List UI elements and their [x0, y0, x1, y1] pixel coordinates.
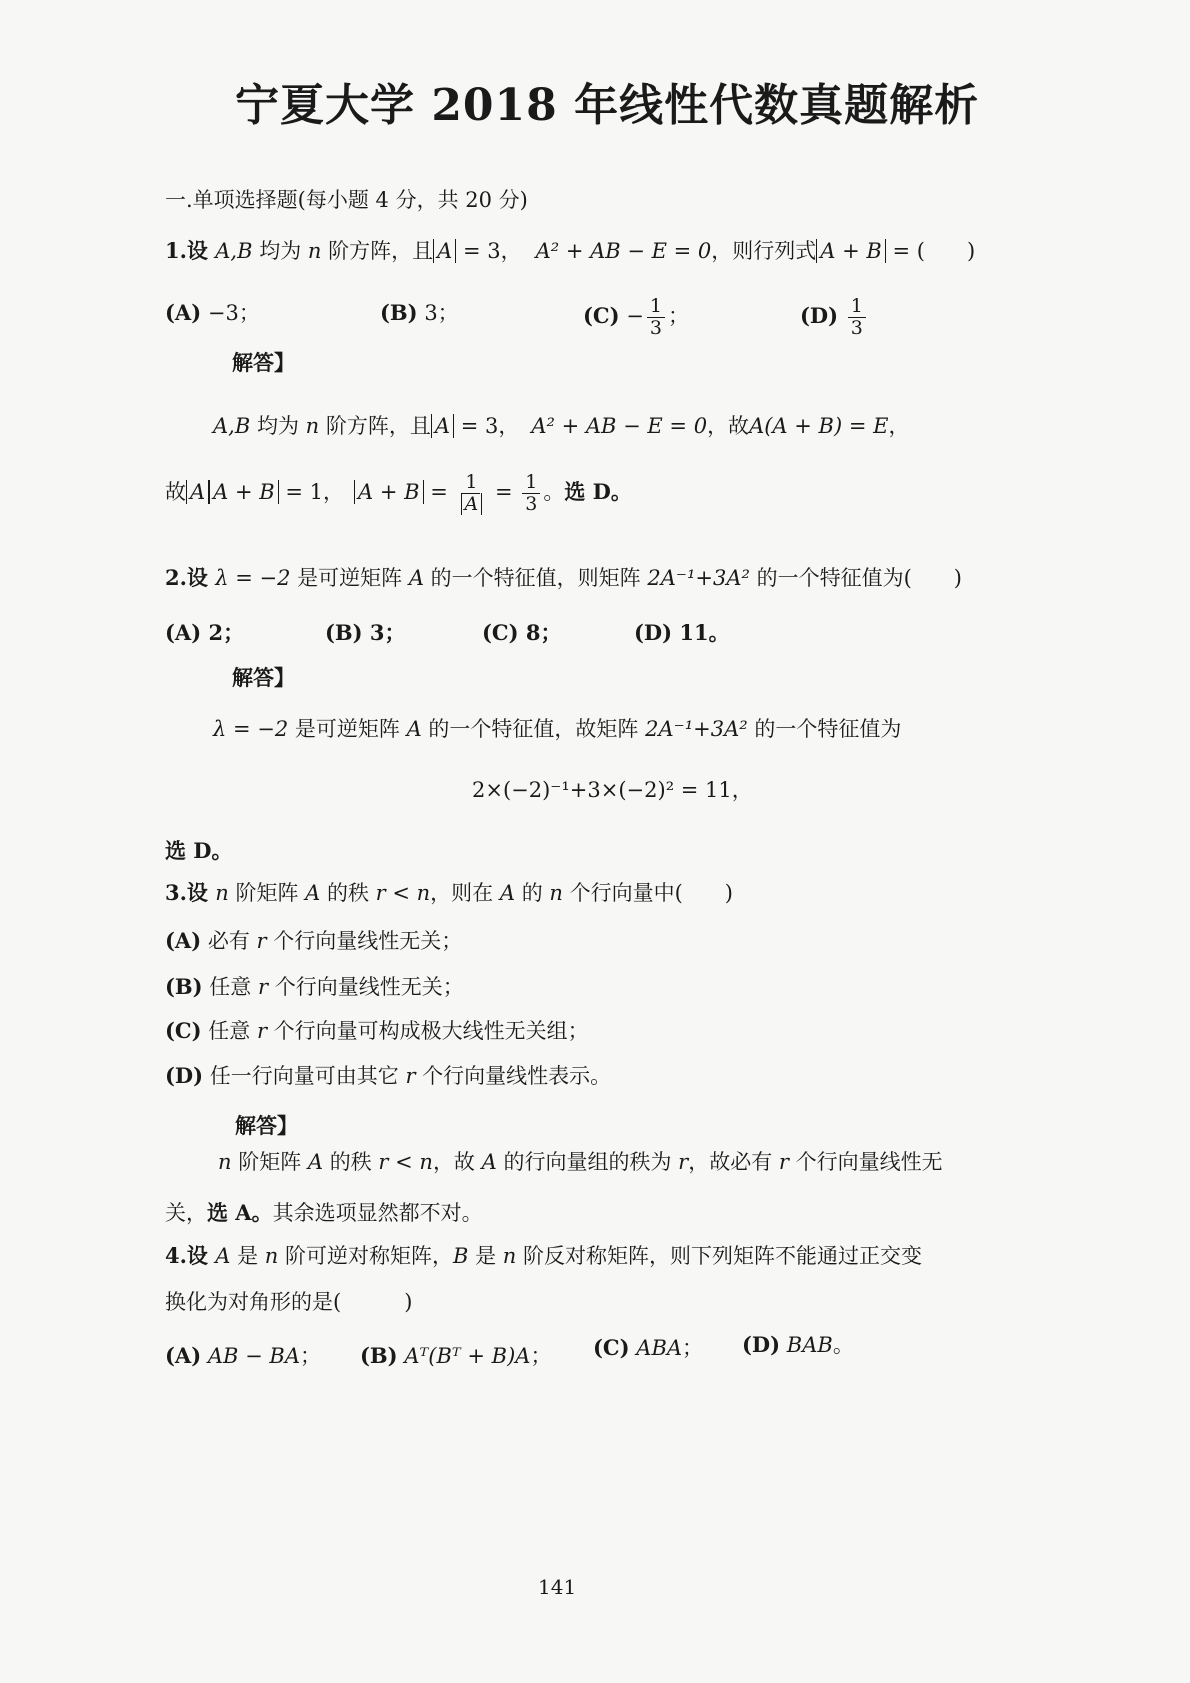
- text: 4.设: [165, 1243, 216, 1268]
- option-text: −3；: [207, 301, 260, 325]
- var: A: [406, 717, 422, 741]
- q2-solution-formula: 2×(−2)⁻¹+3×(−2)² = 11，: [472, 778, 753, 802]
- option-text: 。: [832, 1333, 854, 1357]
- option-label: (B): [360, 1343, 398, 1368]
- option-text: ；: [300, 1344, 322, 1368]
- page-number: 141: [538, 1575, 577, 1599]
- answer-choice: 选 A。: [207, 1200, 273, 1225]
- fraction: [647, 296, 665, 339]
- text: 的一个特征值为: [747, 717, 902, 741]
- text: 阶反对称矩阵，则下列矩阵不能通过正交变: [516, 1244, 922, 1268]
- option-label: (D): [800, 302, 839, 328]
- text: 的一个特征值，故矩阵: [421, 717, 646, 741]
- q1-equation: A² + AB − E = 0: [535, 239, 712, 263]
- fraction-numerator: 1: [522, 472, 540, 494]
- q3-option-a: [165, 928, 462, 954]
- fraction-numerator: 1: [848, 296, 866, 318]
- q3-option-d: [165, 1063, 611, 1089]
- q4-option-a: [165, 1343, 321, 1369]
- option-label: (A): [165, 928, 202, 953]
- equation: r < n: [378, 1150, 433, 1174]
- option-text: 个行向量可构成极大线性无关组；: [267, 1019, 589, 1043]
- option-label: (D): [165, 1063, 204, 1088]
- text: =: [488, 479, 520, 504]
- text: 阶可逆对称矩阵，: [278, 1244, 453, 1268]
- text: 2.设: [165, 565, 216, 590]
- equation: 2A⁻¹+3A²: [645, 717, 748, 741]
- answer-choice: 选 D。: [564, 478, 632, 504]
- option-text: −: [626, 303, 644, 328]
- option-text: ；: [682, 1336, 704, 1360]
- option-text: Aᵀ(Bᵀ + B)A: [404, 1344, 531, 1368]
- q3-option-b: [165, 974, 464, 1000]
- q1-option-d: [800, 296, 869, 339]
- option-label: (B): [380, 300, 418, 325]
- det: A: [431, 414, 454, 438]
- equation: 2A⁻¹+3A²: [647, 566, 750, 590]
- option-text: 必有: [201, 929, 257, 953]
- det: A + B: [354, 480, 424, 504]
- text: ，: [888, 414, 910, 438]
- option-label: (A): [165, 300, 202, 325]
- var: A: [408, 566, 424, 590]
- fraction-denominator: 3: [525, 492, 538, 515]
- text: ，故: [432, 1150, 482, 1174]
- text: 。: [543, 479, 565, 504]
- text: ，则在: [430, 881, 500, 905]
- var: A,B: [213, 414, 251, 438]
- q3-solution-line2: [165, 1200, 483, 1226]
- q2-stem: [165, 565, 962, 591]
- text: = 1，: [278, 479, 345, 504]
- var: r: [257, 975, 269, 999]
- text: 阶方阵，且: [319, 414, 431, 438]
- text: 的一个特征值为( ): [749, 566, 962, 590]
- var: n: [305, 414, 320, 438]
- option-text: 3；: [424, 301, 459, 325]
- var: r: [678, 1150, 689, 1174]
- option-text: 个行向量线性无关；: [268, 975, 464, 999]
- option-label: (C): [165, 1018, 202, 1043]
- q3-solution-line1: [218, 1150, 943, 1175]
- text: 阶矩阵: [231, 1150, 308, 1174]
- q1-stem-text: = 3，: [456, 239, 522, 263]
- det: A + B: [209, 480, 279, 504]
- section-heading: 一.单项选择题(每小题 4 分，共 20 分): [165, 188, 528, 212]
- text: 的秩: [320, 881, 376, 905]
- var: A: [499, 881, 516, 905]
- q1-var: n: [307, 239, 322, 263]
- option-text: 个行向量线性表示。: [415, 1064, 612, 1088]
- q2-option-b: (B) 3；: [325, 620, 406, 645]
- var: A: [307, 1150, 324, 1174]
- q1-stem-text: ，则行列式: [711, 239, 817, 263]
- text: = 3，: [454, 414, 520, 438]
- q1-det: A: [433, 239, 456, 263]
- q2-option-c: (C) 8；: [482, 620, 562, 645]
- q3-answer-heading: 解答】: [235, 1113, 298, 1138]
- q2-option-a: (A) 2；: [165, 620, 245, 645]
- text: 其余选项显然都不对。: [272, 1201, 483, 1225]
- q4-option-d: [742, 1332, 854, 1358]
- q1-stem-text: 1.设: [165, 238, 216, 263]
- text: ，故: [707, 414, 750, 438]
- text: 关，: [165, 1201, 207, 1225]
- q2-solution-end: 选 D。: [165, 838, 233, 863]
- text: 阶矩阵: [228, 881, 306, 905]
- equation: λ = −2: [213, 717, 289, 741]
- fraction-numerator: 1: [462, 472, 480, 494]
- option-label: (B): [165, 974, 203, 999]
- equation: λ = −2: [215, 566, 291, 590]
- var: r: [405, 1064, 416, 1088]
- text: ，故必有: [688, 1150, 779, 1174]
- page-title: 宁夏大学 2018 年线性代数真题解析: [235, 80, 980, 131]
- var: A: [215, 1244, 231, 1268]
- q4-option-c: [593, 1335, 703, 1361]
- text: =: [423, 479, 455, 504]
- q1-solution-line1: [213, 414, 909, 439]
- var: r: [256, 1019, 267, 1043]
- text: 个行向量线性无: [788, 1150, 943, 1174]
- var: n: [549, 881, 563, 905]
- text: 的: [515, 881, 550, 905]
- fraction: [458, 472, 486, 515]
- det: A: [186, 480, 209, 504]
- q2-option-d: (D) 11。: [634, 620, 730, 645]
- q1-option-a: [165, 300, 260, 326]
- q1-stem: [165, 238, 975, 264]
- fraction: [522, 472, 540, 515]
- var: n: [264, 1244, 279, 1268]
- q4-stem-line1: [165, 1243, 922, 1269]
- det: A: [461, 493, 483, 515]
- text: 是可逆矩阵: [288, 717, 407, 741]
- fraction-denominator: 3: [649, 316, 662, 339]
- var: n: [502, 1244, 517, 1268]
- text: 3.设: [165, 880, 216, 905]
- fraction-denominator: 3: [850, 316, 863, 339]
- q1-det: A + B: [816, 239, 886, 263]
- q4-stem-line2: 换化为对角形的是( ): [165, 1290, 413, 1314]
- option-text: ABA: [636, 1336, 683, 1360]
- q2-solution-line1: [213, 717, 901, 742]
- text: 的行向量组的秩为: [496, 1150, 679, 1174]
- var: B: [452, 1244, 469, 1268]
- text: 故: [165, 479, 186, 504]
- equation: A(A + B) = E: [749, 414, 889, 438]
- text: 是可逆矩阵: [290, 566, 409, 590]
- option-text: ；: [530, 1344, 552, 1368]
- option-label: (C): [583, 302, 620, 328]
- text: 的一个特征值，则矩阵: [423, 566, 648, 590]
- option-text: ；: [667, 303, 689, 328]
- option-text: 任意: [201, 1019, 257, 1043]
- option-text: 个行向量线性无关；: [266, 929, 463, 953]
- q1-option-b: [380, 300, 459, 326]
- text: 是: [468, 1244, 503, 1268]
- var: n: [218, 1150, 232, 1174]
- text: 是: [230, 1244, 265, 1268]
- text: 均为: [250, 414, 306, 438]
- option-text: 任一行向量可由其它: [203, 1064, 406, 1088]
- option-label: (D): [742, 1332, 781, 1357]
- option-label: (C): [593, 1335, 630, 1360]
- q3-option-c: [165, 1018, 589, 1044]
- fraction: [848, 296, 866, 339]
- fraction-denominator: [458, 494, 486, 515]
- q1-answer-heading: 解答】: [232, 350, 295, 375]
- q4-option-b: [360, 1343, 551, 1369]
- q3-stem: [165, 880, 733, 906]
- option-text: BAB: [786, 1333, 833, 1357]
- equation: A² + AB − E = 0: [531, 414, 708, 438]
- q1-stem-text: 均为: [252, 239, 308, 263]
- var: n: [215, 881, 229, 905]
- q2-answer-heading: 解答】: [232, 665, 295, 690]
- var: r: [778, 1150, 789, 1174]
- option-text: 任意: [202, 975, 258, 999]
- option-text: AB − BA: [207, 1344, 301, 1368]
- q1-stem-text: 阶方阵，且: [321, 239, 434, 263]
- q1-solution-line2: [165, 472, 632, 515]
- q1-var: A,B: [215, 239, 253, 263]
- text: 个行向量中( ): [562, 881, 733, 905]
- q1-stem-text: = ( ): [885, 239, 976, 263]
- var: r: [256, 929, 267, 953]
- fraction-numerator: 1: [647, 296, 665, 318]
- text: 的秩: [323, 1150, 379, 1174]
- option-label: (A): [165, 1343, 202, 1368]
- var: A: [305, 881, 321, 905]
- q1-option-c: [583, 296, 689, 339]
- var: A: [481, 1150, 497, 1174]
- equation: r < n: [375, 881, 431, 905]
